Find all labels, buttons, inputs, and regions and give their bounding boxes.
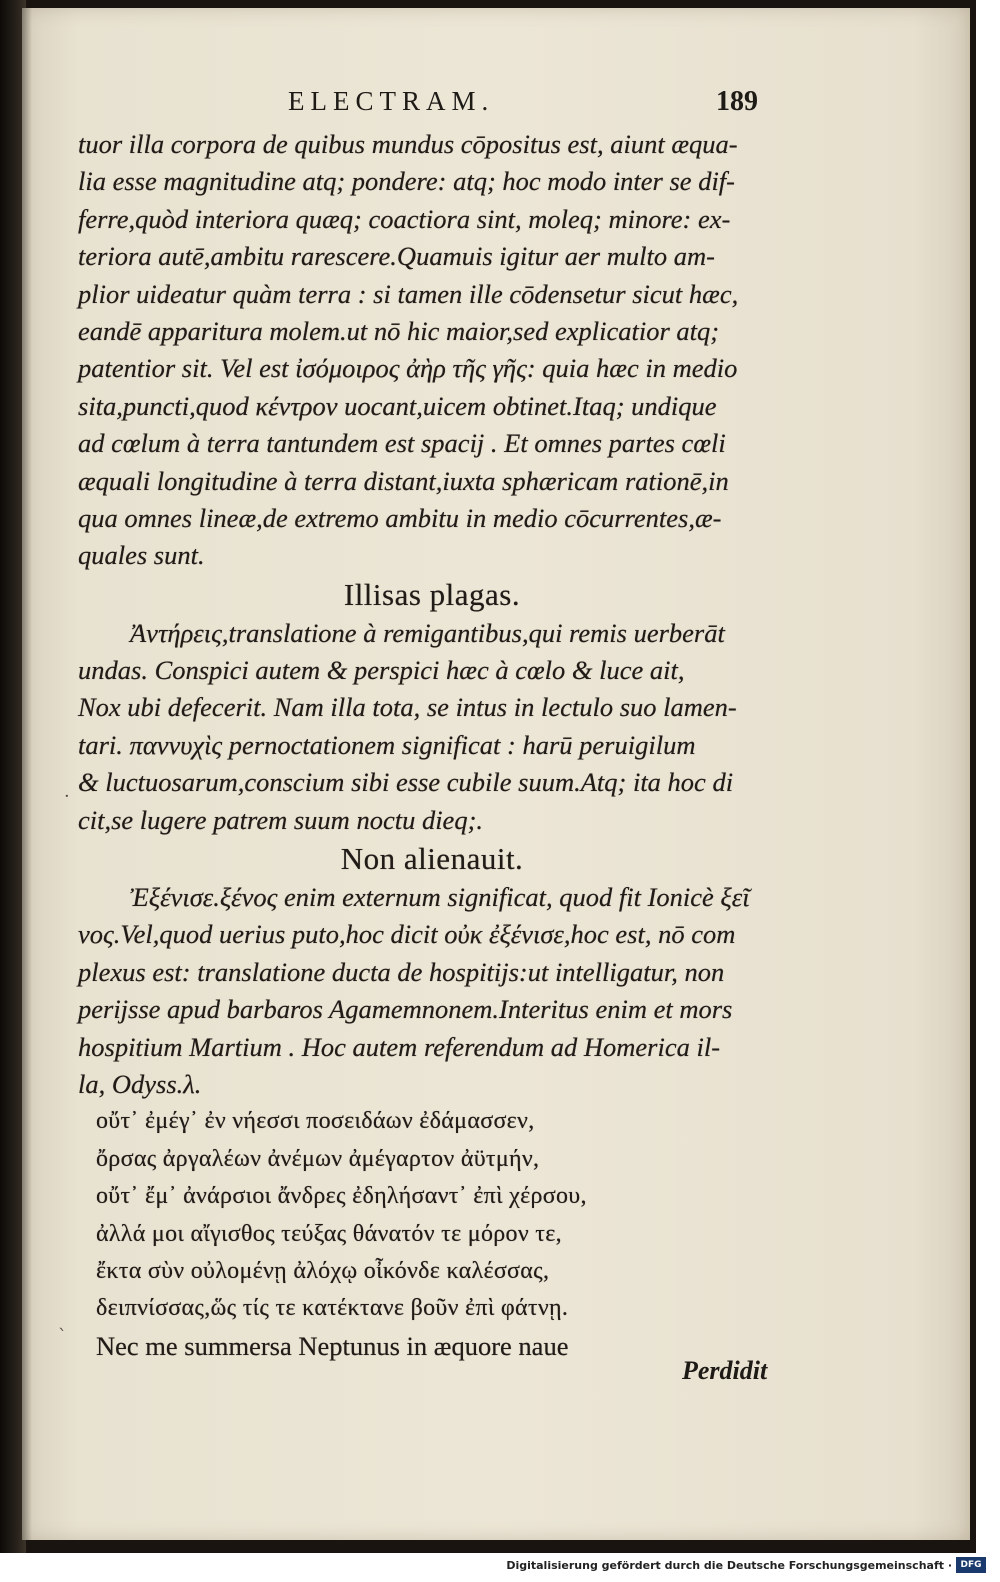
section-heading-non-alienauit: Non alienauit.: [340, 841, 524, 877]
text-line: undas. Conspici autem & perspici hæc à cœlo & luce ait,: [78, 655, 685, 686]
text-line: tari. παννυχὶς pernoctationem significat : harū peruigilum: [78, 729, 696, 760]
page-edge-shadow: [22, 8, 32, 1540]
page-number: 189: [716, 86, 758, 117]
dfg-logo: DFG: [956, 1557, 986, 1573]
text-line: quales sunt.: [78, 540, 205, 571]
text-line: qua omnes lineæ,de extremo ambitu in medio cōcurrentes,æ-: [78, 502, 722, 533]
text-line: Ἐξένισε.ξένος enim externum significat, quod fit Ionicè ξεῖ: [130, 882, 750, 913]
text-line: Ἀντήρεις,translatione à remigantibus,qui remis uerberāt: [130, 617, 725, 648]
greek-verse-line: οὔτ᾽ ἔμ᾽ ἀνάρσιοι ἄνδρες ἐδηλήσαντ᾽ ἐπὶ χέρσου,: [96, 1183, 587, 1210]
text-line: æquali longitudine à terra distant,iuxta sphæricam rationē,in: [78, 465, 729, 496]
text-line: tuor illa corpora de quibus mundus cōpositus est, aiunt æqua-: [78, 129, 738, 159]
text-line: plior uideatur quàm terra : si tamen ille cōdensetur sicut hæc,: [78, 278, 739, 309]
section-heading-illisas: Illisas plagas.: [343, 576, 521, 612]
digitization-credit: Digitalisierung gefördert durch die Deutsche Forschungsgemeinschaft ·: [506, 1559, 952, 1572]
greek-verse-line: ἔκτα σὺν οὐλομένῃ ἀλόχῳ οἶκόνδε καλέσσας,: [96, 1257, 550, 1284]
main-text: [78, 126, 786, 1365]
text-line: teriora autē,ambitu rarescere.Quamuis igitur aer multo am-: [78, 241, 715, 272]
text-line: perijsse apud barbaros Agamemnonem.Interitus enim et mors: [78, 994, 733, 1025]
greek-verse-line: ἀλλά μοι αἴγισθος τεύξας θάνατόν τε μόρον τε,: [96, 1220, 562, 1247]
text-line: eandē apparitura molem.ut nō hic maior,sed explicatior atq;: [78, 315, 720, 346]
book-page: [22, 8, 970, 1540]
text-line: ferre,quòd interiora quæq; coactiora sint, moleq; minore: ex-: [78, 203, 731, 234]
ink-speck: ·: [64, 786, 70, 807]
text-line: sita,puncti,quod κέντρον uocant,uicem obtinet.Itaq; undique: [78, 390, 717, 421]
greek-verse-line: δειπνίσσας,ὥς τίς τε κατέκτανε βοῦν ἐπὶ φάτνῃ.: [96, 1295, 569, 1322]
text-line: ad cœlum à terra tantundem est spacij . Et omnes partes cœli: [78, 428, 726, 459]
text-line: lia esse magnitudine atq; pondere: atq; hoc modo inter se dif-: [78, 166, 735, 197]
catchword: Perdidit: [682, 1356, 768, 1385]
ink-speck: ˋ: [58, 1326, 67, 1347]
text-line: νος.Vel,quod uerius puto,hoc dicit οὐκ ἐξένισε,hoc est, nō com: [78, 919, 736, 950]
text-line: & luctuosarum,conscium sibi esse cubile suum.Atq; ita hoc di: [78, 767, 734, 798]
text-line: patentior sit. Vel est ἰσόμοιρος ἀὴρ τῆς γῆς: quia hæc in medio: [78, 353, 738, 384]
latin-verse-line: Nec me summersa Neptunus in æquore naue: [96, 1330, 569, 1361]
text-line: plexus est: translatione ducta de hospitijs:ut intelligatur, non: [78, 956, 725, 987]
text-line: hospitium Martium . Hoc autem referendum ad Homerica il-: [78, 1031, 721, 1062]
greek-verse-line: οὔτ᾽ ἐμέγ᾽ ἐν νήεσσι ποσειδάων ἐδάμασσεν,: [96, 1108, 535, 1135]
footer-bar: [0, 1553, 1000, 1582]
text-line: cit,se lugere patrem suum noctu dieq;.: [78, 804, 484, 835]
greek-verse-line: ὄρσας ἀργαλέων ἀνέμων ἀμέγαρτον ἀϋτμήν,: [96, 1145, 540, 1172]
running-head: [22, 86, 970, 126]
text-line: la, Odyss.λ.: [78, 1068, 202, 1099]
running-title: ELECTRAM.: [288, 86, 495, 116]
text-line: Nox ubi defecerit. Nam illa tota, se intus in lectulo suo lamen-: [78, 692, 737, 723]
